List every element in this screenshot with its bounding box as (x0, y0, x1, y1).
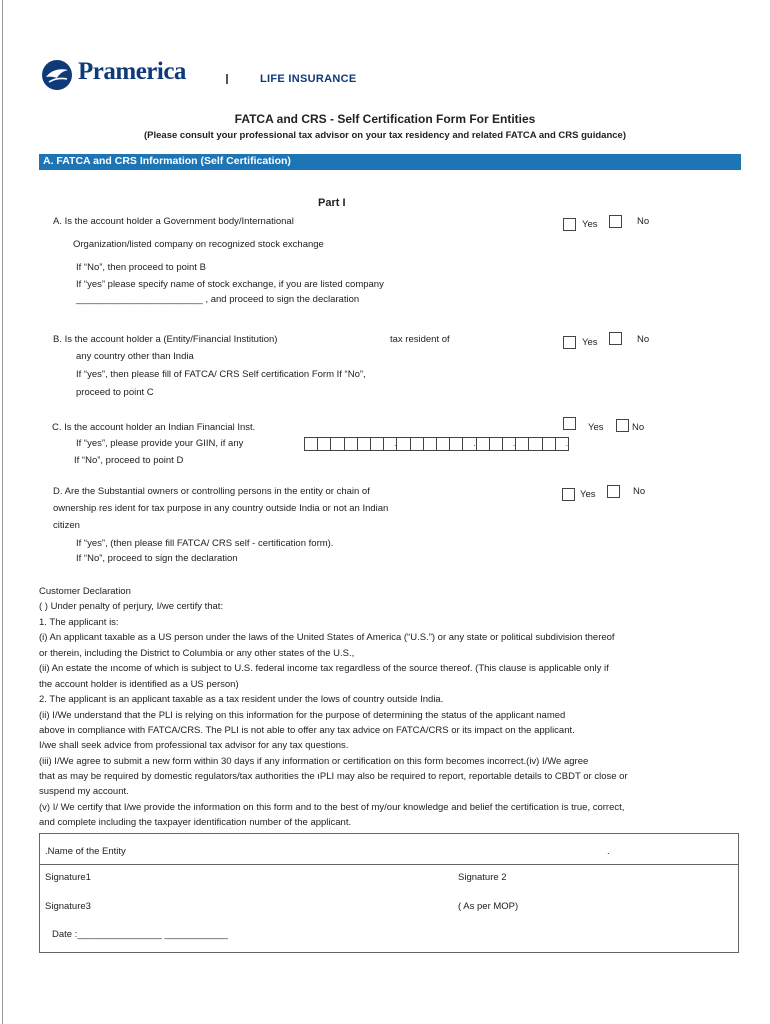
question-a-no-label: No (637, 216, 650, 227)
giin-char-cell[interactable] (305, 438, 318, 450)
question-d-line2: ownership res ident for tax purpose in any country outside India or not an Indian (53, 503, 389, 514)
signature-box-divider (39, 864, 739, 865)
question-a-line1: A. Is the account holder a Government body/International (53, 216, 294, 227)
giin-char-cell[interactable]: . (384, 438, 397, 450)
header-separator (226, 74, 228, 84)
question-d-no-label: No (633, 486, 646, 497)
form-title: FATCA and CRS - Self Certification Form For Entities (234, 112, 536, 126)
form-subtitle: (Please consult your professional tax advisor on your tax residency and related FATCA and CRS guidance) (144, 130, 626, 141)
declaration-line-4: or therein, including the District to Columbia or any other states of the U.S., (39, 648, 355, 659)
question-c-line2: If “yes”, please provide your GIIN, if any (76, 438, 244, 449)
question-d-yes-label: Yes (580, 489, 596, 500)
signature1-label: Signature1 (45, 872, 91, 883)
question-c-no-checkbox[interactable] (616, 419, 629, 432)
declaration-line-7: 2. The applicant is an applicant taxable as a tax resident under the lows of country outside India. (39, 694, 444, 705)
declaration-line-15: and complete including the taxpayer identification number of the applicant. (39, 817, 352, 828)
giin-char-cell[interactable] (345, 438, 358, 450)
question-d-line4: If “yes”, (then please fill FATCA/ CRS self - certification form). (76, 538, 334, 549)
giin-char-cell[interactable] (490, 438, 503, 450)
signature3-label: Signature3 (45, 901, 91, 912)
giin-char-cell[interactable] (529, 438, 542, 450)
question-b-line3: If “yes”, then please fill of FATCA/ CRS Self certification Form If “No”, (76, 369, 366, 380)
entity-name-field[interactable]: . (607, 846, 610, 857)
declaration-line-9: above in compliance with FATCA/CRS. The PLI is not able to offer any tax advice on FATCA/CRS or its impact on the applicant. (39, 725, 575, 736)
declaration-line-13: suspend my account. (39, 786, 129, 797)
question-c-yes-label: Yes (588, 422, 604, 433)
question-b-no-label: No (637, 334, 650, 345)
question-a-yes-checkbox[interactable] (563, 218, 576, 231)
giin-char-cell[interactable] (331, 438, 344, 450)
signature2-label: Signature 2 (458, 872, 507, 883)
giin-char-cell[interactable] (371, 438, 384, 450)
product-name: LIFE INSURANCE (260, 73, 357, 85)
declaration-line-11: (iii) I/We agree to submit a new form within 30 days if any information or certification on this form becomes incorrect.(iv) I/We agree (39, 756, 589, 767)
question-b-line1: B. Is the account holder a (Entity/Financial Institution) (53, 334, 278, 345)
date-field[interactable]: Date :________________ ____________ (52, 929, 228, 940)
question-c-line3: If “No”, proceed to point D (74, 455, 184, 466)
as-per-mop-label: ( As per MOP) (458, 901, 519, 912)
declaration-line-1: ( ) Under penalty of perjury, I/we certify that: (39, 601, 224, 612)
giin-char-cell[interactable] (543, 438, 556, 450)
question-c-yes-checkbox[interactable] (563, 417, 576, 430)
declaration-line-10: I/we shall seek advice from professional tax advisor for any tax questions. (39, 740, 349, 751)
question-c-no-label: No (632, 422, 645, 433)
giin-input-boxes[interactable] (304, 437, 569, 451)
declaration-line-3: (i) An applicant taxable as a US person under the laws of the United States of America (“U.S.”) or any state or political subdivision thereof (39, 632, 615, 643)
declaration-line-2: 1. The applicant is: (39, 617, 119, 628)
giin-char-cell[interactable] (424, 438, 437, 450)
declaration-line-12: that as may be required by domestic regulators/tax authorities the ıPLI may also be required to report, reportable details to CBDT or close or (39, 771, 628, 782)
question-a-line2: Organization/listed company on recognized stock exchange (73, 239, 324, 250)
pramerica-logo-icon (40, 58, 74, 92)
page-left-border (2, 0, 3, 1024)
giin-char-cell[interactable]: . (463, 438, 476, 450)
giin-char-cell[interactable] (516, 438, 529, 450)
giin-char-cell[interactable] (437, 438, 450, 450)
question-c-line1: C. Is the account holder an Indian Financial Inst. (52, 422, 256, 433)
giin-char-cell[interactable] (318, 438, 331, 450)
brand-name: Pramerica (78, 58, 186, 85)
giin-char-cell[interactable] (411, 438, 424, 450)
question-a-yes-label: Yes (582, 219, 598, 230)
question-d-line3: citizen (53, 520, 80, 531)
question-b-no-checkbox[interactable] (609, 332, 622, 345)
question-d-no-checkbox[interactable] (607, 485, 620, 498)
section-a-header (39, 154, 741, 170)
giin-char-cell[interactable] (358, 438, 371, 450)
question-a-line4: If “yes” please specify name of stock exchange, if you are listed company (76, 279, 384, 290)
question-a-no-checkbox[interactable] (609, 215, 622, 228)
giin-char-cell[interactable] (477, 438, 490, 450)
declaration-line-5: (ii) An estate the ıncome of which is subject to U.S. federal income tax regardless of the source thereof. (This clause is applicable only if (39, 663, 609, 674)
giin-char-cell[interactable]: . (556, 438, 569, 450)
question-b-yes-label: Yes (582, 337, 598, 348)
question-b-line4: proceed to point C (76, 387, 154, 398)
declaration-line-8: (ii) I/We understand that the PLI is relying on this information for the purpose of determining the status of the applicant named (39, 710, 566, 721)
part-label: Part I (318, 197, 346, 209)
declaration-line-0: Customer Declaration (39, 586, 131, 597)
giin-char-cell[interactable] (397, 438, 410, 450)
giin-char-cell[interactable] (450, 438, 463, 450)
question-b-line2: any country other than India (76, 351, 194, 362)
section-a-title: A. FATCA and CRS Information (Self Certification) (43, 155, 291, 167)
question-a-line3: If “No”, then proceed to point B (76, 262, 206, 273)
giin-char-cell[interactable]: . (503, 438, 516, 450)
question-d-line5: If “No”, proceed to sign the declaration (76, 553, 238, 564)
entity-name-label: .Name of the Entity (45, 846, 126, 857)
question-b-yes-checkbox[interactable] (563, 336, 576, 349)
declaration-line-6: the account holder is identified as a US person) (39, 679, 239, 690)
question-a-line5: ________________________ , and proceed to sign the declaration (76, 294, 360, 305)
question-b-line1b: tax resident of (390, 334, 450, 345)
question-d-line1: D. Are the Substantial owners or controlling persons in the entity or chain of (53, 486, 370, 497)
declaration-line-14: (v) I/ We certify that I/we provide the information on this form and to the best of my/our knowledge and belief the certification is true, correct, (39, 802, 625, 813)
question-d-yes-checkbox[interactable] (562, 488, 575, 501)
